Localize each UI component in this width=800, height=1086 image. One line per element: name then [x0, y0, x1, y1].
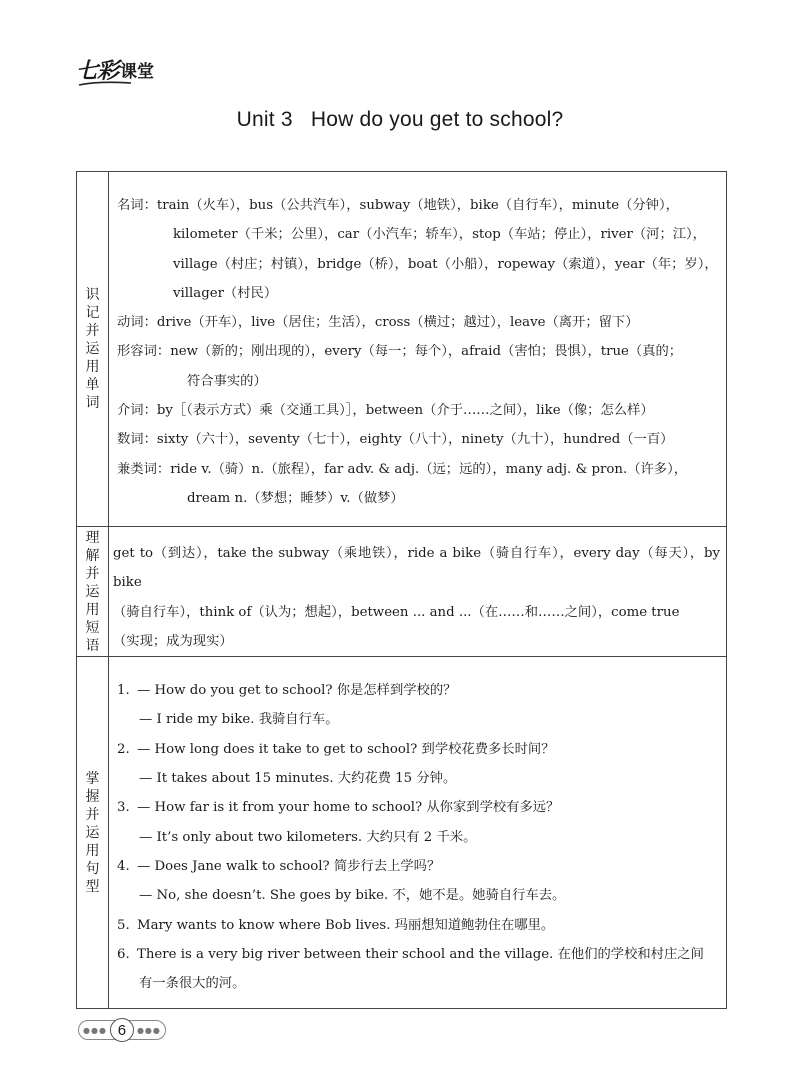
- sentence-number: 3.: [117, 800, 130, 816]
- entry-label: 名词：: [117, 198, 157, 213]
- vocab-entry-verb: [117, 308, 720, 337]
- logo-script-text: 七彩: [76, 58, 119, 84]
- entry-label: 兼类词：: [117, 461, 171, 477]
- page-number: 6: [110, 1018, 134, 1042]
- sentences-row: [77, 657, 727, 1009]
- sentence-continuation: 有一条很大的河。: [139, 976, 246, 992]
- dots-left-icon: ●●●: [83, 1025, 107, 1035]
- sentence-answer: — No, she doesn’t. She goes by bike. 不，她不是。她骑自行车去。: [139, 888, 566, 904]
- sentence-number: 6.: [117, 946, 130, 962]
- sentence-question: — How far is it from your home to school? 从你家到学校有多远？: [137, 800, 560, 816]
- sentence-number: 5.: [117, 917, 130, 933]
- sentences-side-label: 掌握并运用句型: [85, 770, 100, 895]
- sentence-item: [117, 940, 720, 999]
- phrases-content: [109, 527, 726, 656]
- phrases-row: [77, 527, 727, 657]
- entry-continuation: 符合事实的）: [187, 373, 267, 389]
- entry-label: 形容词：: [117, 344, 171, 360]
- sentence-question: — How long does it take to get to school? 到学校花费多长时间？: [137, 741, 555, 757]
- sentence-text: Mary wants to know where Bob lives. 玛丽想知道鲍勃住在哪里。: [137, 917, 555, 933]
- sentence-question: — How do you get to school? 你是怎样到学校的？: [137, 683, 457, 699]
- sentences-side-cell: [77, 657, 109, 1009]
- entry-label: 数词：: [117, 432, 157, 448]
- sentences-content-cell: [109, 657, 727, 1009]
- unit-title: Unit 3 How do you get to school?: [236, 108, 564, 131]
- sentences-content: [109, 657, 726, 998]
- sentence-item: [117, 911, 720, 940]
- vocab-entry-multi: [117, 455, 720, 514]
- entry-text: train（火车），bus（公共汽车），subway（地铁），bike（自行车），minute（分钟），: [156, 198, 679, 213]
- page-footer: [78, 1017, 166, 1043]
- logo-word-text: 课堂: [120, 62, 155, 82]
- entry-text: new（新的；刚出现的），every（每一；每个），afraid（害怕；畏惧），true（真的；: [170, 344, 683, 360]
- sentence-item: [117, 676, 720, 735]
- entry-text: drive（开车），live（居住；生活），cross（横过；越过），leave（离开；留下）: [156, 315, 639, 331]
- vocab-content-cell: [109, 172, 727, 527]
- entry-continuation: village（村庄；村镇），bridge（桥），boat（小船），ropeway（索道），year（年；岁），: [173, 256, 718, 272]
- entry-text: sixty（六十），seventy（七十），eighty（八十），ninety（九十），hundred（一百）: [156, 432, 674, 448]
- entry-continuation: dream n.（梦想；睡梦）v.（做梦）: [187, 490, 404, 506]
- phrases-content-cell: [109, 527, 727, 657]
- entry-text: ride v.（骑）n.（旅程），far adv. & adj.（远；远的），many adj. & pron.（许多），: [170, 461, 688, 477]
- entry-label: 介词：: [117, 403, 157, 419]
- publisher-logo: [76, 50, 154, 82]
- sentence-number: 1.: [117, 683, 130, 699]
- vocab-entry-adj: [117, 337, 720, 396]
- vocab-side-label: 识记并运用单词: [85, 287, 100, 411]
- logo-swoosh-icon: [78, 81, 132, 87]
- phrases-side-label: 理解并运用短语: [85, 529, 100, 654]
- sentence-text: There is a very big river between their school and the village. 在他们的学校和村庄之间: [137, 946, 704, 962]
- vocab-content: [109, 172, 726, 513]
- sentence-answer: — It’s only about two kilometers. 大约只有 2 千米。: [139, 829, 477, 845]
- phrases-line: （实现；成为现实）: [113, 633, 233, 649]
- entry-continuation: kilometer（千米；公里），car（小汽车；轿车），stop（车站；停止），river（河；江），: [173, 227, 706, 243]
- entry-label: 动词：: [117, 315, 157, 331]
- vocab-side-cell: [77, 172, 109, 527]
- sentence-item: [117, 793, 720, 852]
- vocab-entry-noun: [117, 191, 720, 308]
- summary-table: [76, 171, 727, 1009]
- sentence-number: 4.: [117, 858, 130, 874]
- sentence-answer: — I ride my bike. 我骑自行车。: [139, 712, 339, 728]
- sentence-item: [117, 852, 720, 911]
- vocab-row: [77, 172, 727, 527]
- page-number-badge: [78, 1020, 166, 1040]
- sentence-answer: — It takes about 15 minutes. 大约花费 15 分钟。: [139, 771, 457, 787]
- phrases-line: （骑自行车），think of（认为；想起），between ... and ...（在……和……之间），come true: [113, 604, 680, 620]
- phrases-side-cell: [77, 527, 109, 657]
- sentence-question: — Does Jane walk to school? 简步行去上学吗？: [137, 858, 441, 874]
- phrases-line: get to（到达），take the subway（乘地铁），ride a bike（骑自行车），every day（每天），by bike: [113, 546, 720, 591]
- dots-right-icon: ●●●: [136, 1025, 161, 1035]
- vocab-entry-numeral: [117, 425, 720, 454]
- entry-continuation: villager（村民）: [173, 285, 278, 301]
- entry-text: by［（表示方式）乘（交通工具）］，between（介于……之间），like（像；怎么样）: [156, 403, 654, 419]
- sentence-item: [117, 735, 720, 794]
- vocab-entry-prep: [117, 396, 720, 425]
- sentence-number: 2.: [117, 741, 130, 757]
